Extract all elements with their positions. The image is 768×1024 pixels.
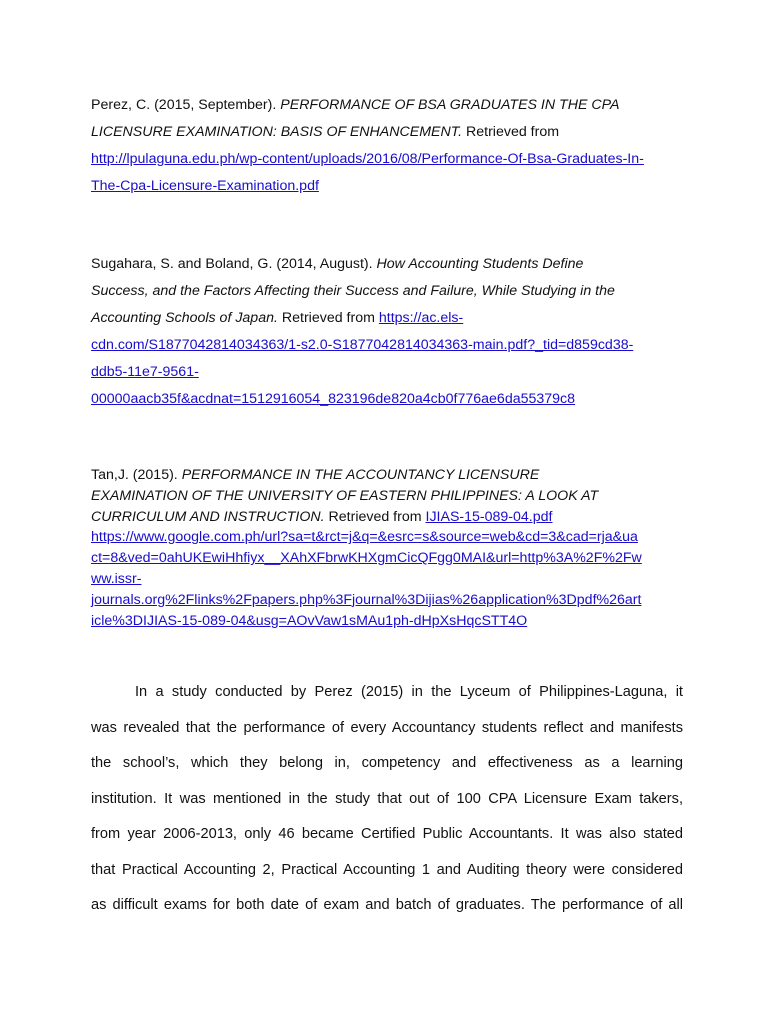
retrieved-from-text: Retrieved from bbox=[324, 508, 426, 525]
reference-url-link[interactable]: 00000aacb35f&acdnat=1512916054_823196de820a4cb0f776ae6da55379c8 bbox=[91, 391, 576, 407]
reference-perez bbox=[91, 92, 691, 200]
reference-line bbox=[91, 465, 691, 486]
reference-title: Success, and the Factors Affecting their Success and Failure, While Studying in the bbox=[91, 283, 615, 299]
reference-url-link[interactable]: icle%3DIJIAS-15-089-04&usg=AOvVaw1sMAu1ph-dHpXsHqcSTT4O bbox=[91, 612, 528, 629]
reference-title: PERFORMANCE IN THE ACCOUNTANCY LICENSURE bbox=[181, 467, 540, 483]
reference-url-link[interactable]: https://www.google.com.ph/url?sa=t&rct=j&q=&esrc=s&source=web&cd=3&cad=rja&ua bbox=[91, 529, 638, 546]
reference-line bbox=[91, 278, 691, 305]
reference-line bbox=[91, 611, 691, 632]
reference-url-link[interactable]: journals.org%2Flinks%2Fpapers.php%3Fjournal%3Dijias%26application%3Dpdf%26art bbox=[91, 591, 642, 608]
reference-author-date: Perez, C. (2015, September). bbox=[91, 97, 281, 113]
paragraph-line: as difficult exams for both date of exam and batch of graduates. The performance of all bbox=[91, 897, 683, 913]
paragraph-line: from year 2006-2013, only 46 became Certified Public Accountants. It was also stated bbox=[91, 826, 683, 842]
reference-title: How Accounting Students Define bbox=[376, 256, 584, 272]
reference-line bbox=[91, 386, 691, 413]
paragraph-line: that Practical Accounting 2, Practical Accounting 1 and Auditing theory were considered bbox=[91, 861, 683, 878]
reference-pdf-link[interactable]: IJIAS-15-089-04.pdf bbox=[425, 508, 553, 525]
reference-url-link[interactable]: cdn.com/S1877042814034363/1-s2.0-S1877042814034363-main.pdf?_tid=d859cd38- bbox=[91, 337, 634, 353]
reference-url-link[interactable]: https://ac.els- bbox=[378, 310, 464, 326]
body-paragraph bbox=[91, 675, 683, 924]
reference-title: EXAMINATION OF THE UNIVERSITY OF EASTERN PHILIPPINES: A LOOK AT bbox=[91, 487, 599, 504]
reference-line bbox=[91, 359, 691, 386]
reference-line bbox=[91, 119, 691, 146]
reference-url-link[interactable]: ddb5-11e7-9561- bbox=[91, 364, 199, 380]
paragraph-line: In a study conducted by Perez (2015) in the Lyceum of Philippines-Laguna, it bbox=[135, 684, 683, 700]
reference-title: CURRICULUM AND INSTRUCTION. bbox=[91, 508, 325, 525]
reference-line bbox=[91, 548, 691, 569]
reference-line bbox=[91, 251, 691, 278]
reference-line bbox=[91, 569, 691, 590]
reference-title: LICENSURE EXAMINATION: BASIS OF ENHANCEMENT. bbox=[91, 124, 463, 140]
reference-line bbox=[91, 92, 691, 119]
paragraph-line: the school’s, which they belong in, competency and effectiveness as a learning bbox=[91, 755, 683, 771]
reference-line bbox=[91, 486, 691, 507]
reference-line bbox=[91, 527, 691, 548]
reference-url-link[interactable]: ww.issr- bbox=[91, 570, 142, 587]
reference-author-date: Sugahara, S. and Boland, G. (2014, August). bbox=[91, 256, 377, 272]
reference-line bbox=[91, 332, 691, 359]
reference-title: Accounting Schools of Japan. bbox=[91, 310, 278, 326]
reference-url-link[interactable]: http://lpulaguna.edu.ph/wp-content/uploads/2016/08/Performance-Of-Bsa-Graduates-In- bbox=[91, 151, 644, 167]
reference-url-link[interactable]: The-Cpa-Licensure-Examination.pdf bbox=[91, 178, 319, 194]
reference-line bbox=[91, 173, 691, 200]
reference-tan bbox=[91, 465, 691, 631]
reference-line bbox=[91, 146, 691, 173]
retrieved-from-text: Retrieved from bbox=[277, 310, 379, 326]
reference-title: PERFORMANCE OF BSA GRADUATES IN THE CPA bbox=[280, 97, 620, 113]
paragraph-line: institution. It was mentioned in the study that out of 100 CPA Licensure Exam takers, bbox=[91, 790, 683, 807]
reference-url-link[interactable]: ct=8&ved=0ahUKEwiHhfiyx__XAhXFbrwKHXgmCicQFgg0MAI&url=http%3A%2F%2Fw bbox=[91, 550, 642, 567]
reference-line bbox=[91, 305, 691, 332]
reference-line bbox=[91, 507, 691, 528]
paragraph-line: was revealed that the performance of every Accountancy students reflect and manifests bbox=[91, 719, 683, 736]
retrieved-from-text: Retrieved from bbox=[462, 124, 560, 140]
reference-sugahara bbox=[91, 251, 691, 413]
reference-author-date: Tan,J. (2015). bbox=[91, 467, 182, 483]
reference-line bbox=[91, 590, 691, 611]
